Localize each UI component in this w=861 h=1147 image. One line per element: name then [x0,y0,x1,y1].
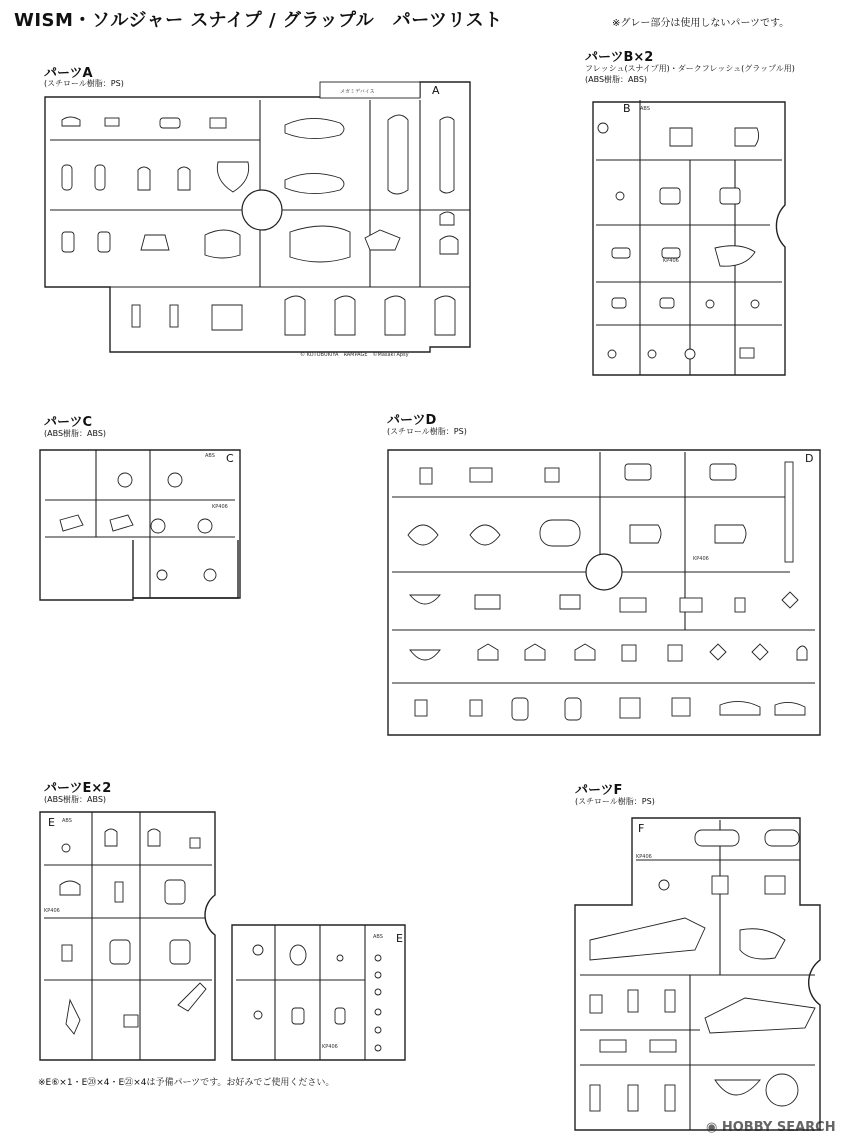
runner-c-letter: C [226,452,234,465]
runner-b [593,100,785,375]
runner-d-code: KP406 [693,556,709,562]
gray-parts-note: ※グレー部分は使用しないパーツです。 [612,18,790,29]
runner-a-tab-text: メガミデバイス [340,89,375,95]
runner-e-code: KP406 [44,908,60,914]
section-c-material: (ABS樹脂：ABS) [44,429,107,438]
runner-b-letter: B [623,102,631,115]
runner-e-side [232,925,405,1060]
runner-e-main [40,812,215,1060]
section-e-title: パーツE×2 [44,781,112,796]
runner-a [45,82,470,358]
section-f-material: (スチロール樹脂：PS) [575,797,655,806]
runner-b-tag: ABS [640,106,650,112]
page-title: WISM・ソルジャー スナイプ / グラップル パーツリスト [14,10,503,31]
runner-c-code: KP406 [212,504,228,510]
runner-e-side-letter: E [396,932,403,945]
spare-parts-footnote: ※E⑥×1・E⑳×4・E㉑×4は予備パーツです。お好みでご使用ください。 [38,1078,335,1088]
runner-c-tag: ABS [205,453,215,459]
runner-a-letter: A [432,84,440,97]
section-b-material: フレッシュ(スナイプ用)・ダークフレッシュ(グラップル用) [585,64,795,73]
section-d-material: (スチロール樹脂：PS) [387,427,467,436]
runner-e-side-code: KP406 [322,1044,338,1050]
runner-b-code: KP406 [663,258,679,264]
runner-c [40,450,240,600]
runner-f [575,818,820,1130]
section-a-material: (スチロール樹脂：PS) [44,79,124,88]
section-c-title: パーツC [44,415,93,430]
watermark-text: HOBBY SEARCH [721,1120,836,1135]
hobby-search-icon: ◉ [706,1120,722,1135]
runner-d-letter: D [805,452,814,465]
runner-f-letter: F [638,822,645,835]
section-b-material2: (ABS樹脂：ABS) [585,75,648,84]
runner-a-copyright: © KOTOBUKIYA RAMPAGE ©Masaki Apsy [300,352,409,358]
section-e-material: (ABS樹脂：ABS) [44,795,107,804]
section-d-title: パーツD [387,413,437,428]
section-b-title: パーツB×2 [585,50,654,65]
runner-e-letter: E [48,816,55,829]
runner-d [388,450,820,735]
runner-e-tag: ABS [62,818,72,824]
section-f-title: パーツF [575,783,623,798]
section-a-title: パーツA [44,66,93,81]
runner-e-side-tag: ABS [373,934,383,940]
runner-f-code: KP406 [636,854,652,860]
